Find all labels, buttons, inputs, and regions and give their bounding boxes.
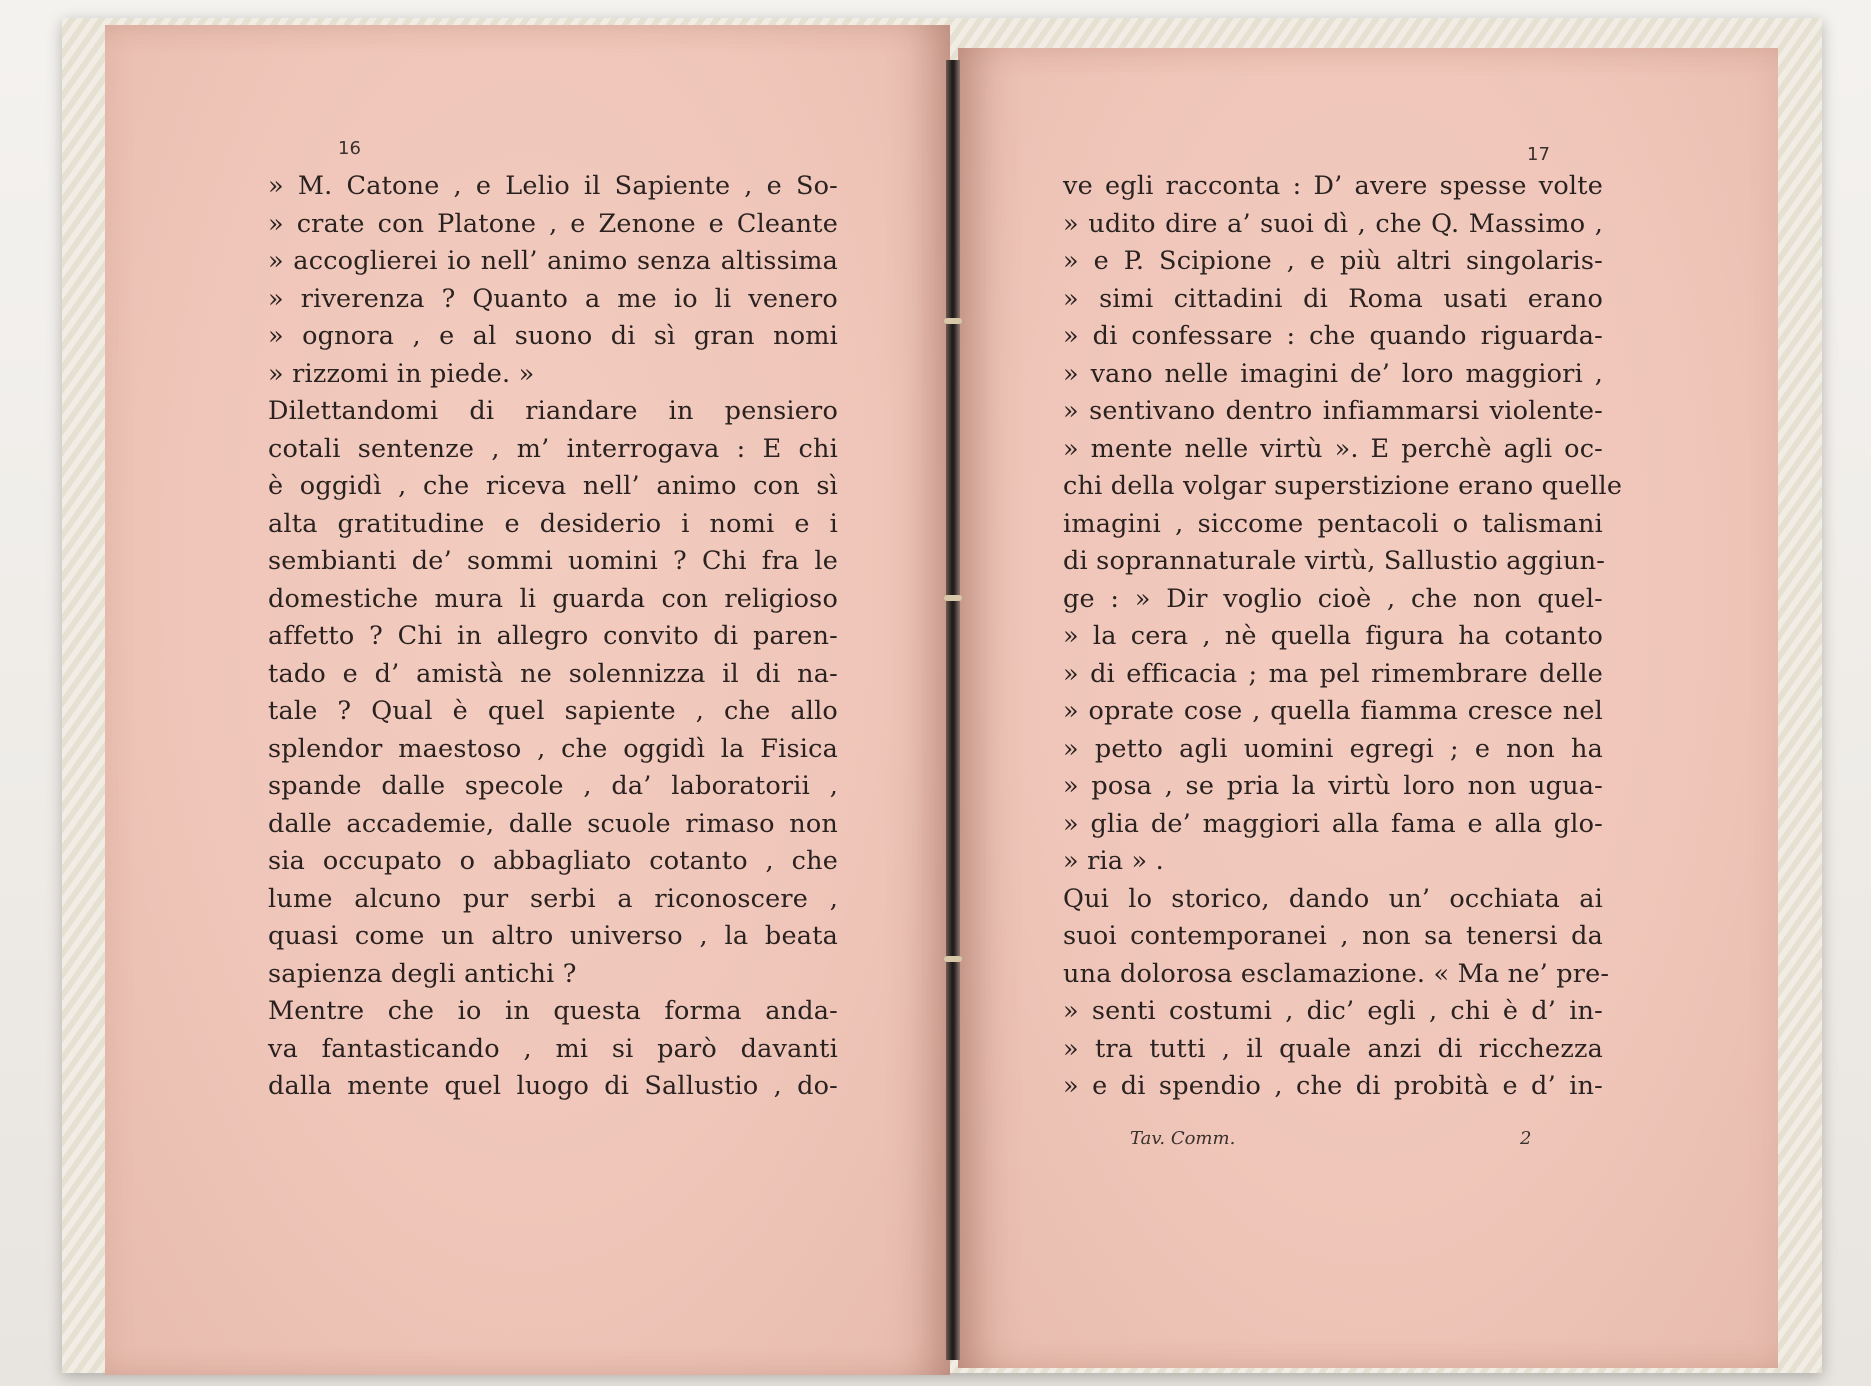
- footer-signature: Tav. Comm.: [1130, 1128, 1236, 1149]
- text-line: domestiche mura li guarda con religioso: [268, 583, 838, 614]
- text-line: lume alcuno pur serbi a riconoscere ,: [268, 883, 838, 914]
- text-line: spande dalle specole , da’ laboratorii ,: [268, 771, 838, 801]
- text-line: » la cera , nè quella figura ha cotanto: [1063, 621, 1603, 651]
- left-page-number: 16: [338, 138, 361, 159]
- text-line: » e P. Scipione , e più altri singolaris-: [1063, 246, 1603, 276]
- text-line: Qui lo storico, dando un’ occhiata ai: [1063, 883, 1603, 914]
- text-line: » M. Catone , e Lelio il Sapiente , e So-: [268, 171, 838, 201]
- text-line: » di efficacia ; ma pel rimembrare delle: [1063, 658, 1603, 689]
- text-line: Mentre che io in questa forma anda-: [268, 996, 838, 1026]
- text-line: » rizzomi in piede. »: [268, 358, 535, 389]
- text-line: ge : » Dir voglio cioè , che non quel-: [1063, 583, 1603, 614]
- text-line: dalla mente quel luogo di Sallustio , do-: [268, 1071, 838, 1101]
- text-line: » simi cittadini di Roma usati erano: [1063, 283, 1603, 314]
- text-line: tale ? Qual è quel sapiente , che allo: [268, 696, 838, 726]
- text-line: imagini , siccome pentacoli o talismani: [1063, 508, 1603, 539]
- text-line: sia occupato o abbagliato cotanto , che: [268, 846, 838, 876]
- book-gutter: [946, 60, 960, 1360]
- text-line: dalle accademie, dalle scuole rimaso non: [268, 808, 838, 839]
- text-line: » ognora , e al suono di sì gran nomi: [268, 321, 838, 351]
- binding-stitch: [944, 956, 962, 962]
- text-line: » mente nelle virtù ». E perchè agli oc-: [1063, 433, 1603, 464]
- text-line: » senti costumi , dic’ egli , chi è d’ in-: [1063, 996, 1603, 1026]
- text-line: » oprate cose , quella fiamma cresce nel: [1063, 696, 1603, 726]
- text-line: sapienza degli antichi ?: [268, 958, 577, 989]
- footer-sheet-mark: 2: [1520, 1128, 1532, 1149]
- text-line: splendor maestoso , che oggidì la Fisica: [268, 733, 838, 764]
- text-line: » posa , se pria la virtù loro non ugua-: [1063, 771, 1603, 801]
- text-line: Dilettandomi di riandare in pensiero: [268, 396, 838, 426]
- text-line: » tra tutti , il quale anzi di ricchezza: [1063, 1033, 1603, 1064]
- right-page-text: [1063, 168, 1623, 1106]
- text-line: di soprannaturale virtù, Sallustio aggiun-: [1063, 546, 1606, 576]
- text-line: » udito dire a’ suoi dì , che Q. Massimo ,: [1063, 208, 1603, 239]
- text-line: » glia de’ maggiori alla fama e alla glo-: [1063, 808, 1603, 839]
- text-line: una dolorosa esclamazione. « Ma ne’ pre-: [1063, 958, 1610, 989]
- text-line: chi della volgar superstizione erano quelle: [1063, 471, 1623, 501]
- text-line: » crate con Platone , e Zenone e Cleante: [268, 208, 838, 239]
- text-line: cotali sentenze , m’ interrogava : E chi: [268, 433, 838, 464]
- text-line: » ria » .: [1063, 846, 1164, 876]
- text-line: » sentivano dentro infiammarsi violente-: [1063, 396, 1603, 426]
- text-line: ve egli racconta : D’ avere spesse volte: [1063, 171, 1603, 201]
- left-page-text: [268, 168, 838, 1106]
- binding-stitch: [944, 595, 962, 601]
- text-line: è oggidì , che riceva nell’ animo con sì: [268, 471, 838, 501]
- text-line: suoi contemporanei , non sa tenersi da: [1063, 921, 1603, 951]
- text-line: » e di spendio , che di probità e d’ in-: [1063, 1071, 1603, 1101]
- text-line: sembianti de’ sommi uomini ? Chi fra le: [268, 546, 838, 576]
- text-line: affetto ? Chi in allegro convito di paren-: [268, 621, 838, 651]
- text-line: alta gratitudine e desiderio i nomi e i: [268, 508, 838, 539]
- text-line: va fantasticando , mi si parò davanti: [268, 1033, 838, 1064]
- text-line: tado e d’ amistà ne solennizza il di na-: [268, 658, 838, 689]
- text-line: » vano nelle imagini de’ loro maggiori ,: [1063, 358, 1603, 389]
- text-line: » petto agli uomini egregi ; e non ha: [1063, 733, 1603, 764]
- text-line: » riverenza ? Quanto a me io li venero: [268, 283, 838, 314]
- text-line: quasi come un altro universo , la beata: [268, 921, 838, 951]
- binding-stitch: [944, 318, 962, 324]
- text-line: » accoglierei io nell’ animo senza altissima: [268, 246, 838, 276]
- right-page-number: 17: [1527, 144, 1550, 165]
- text-line: » di confessare : che quando riguarda-: [1063, 321, 1603, 351]
